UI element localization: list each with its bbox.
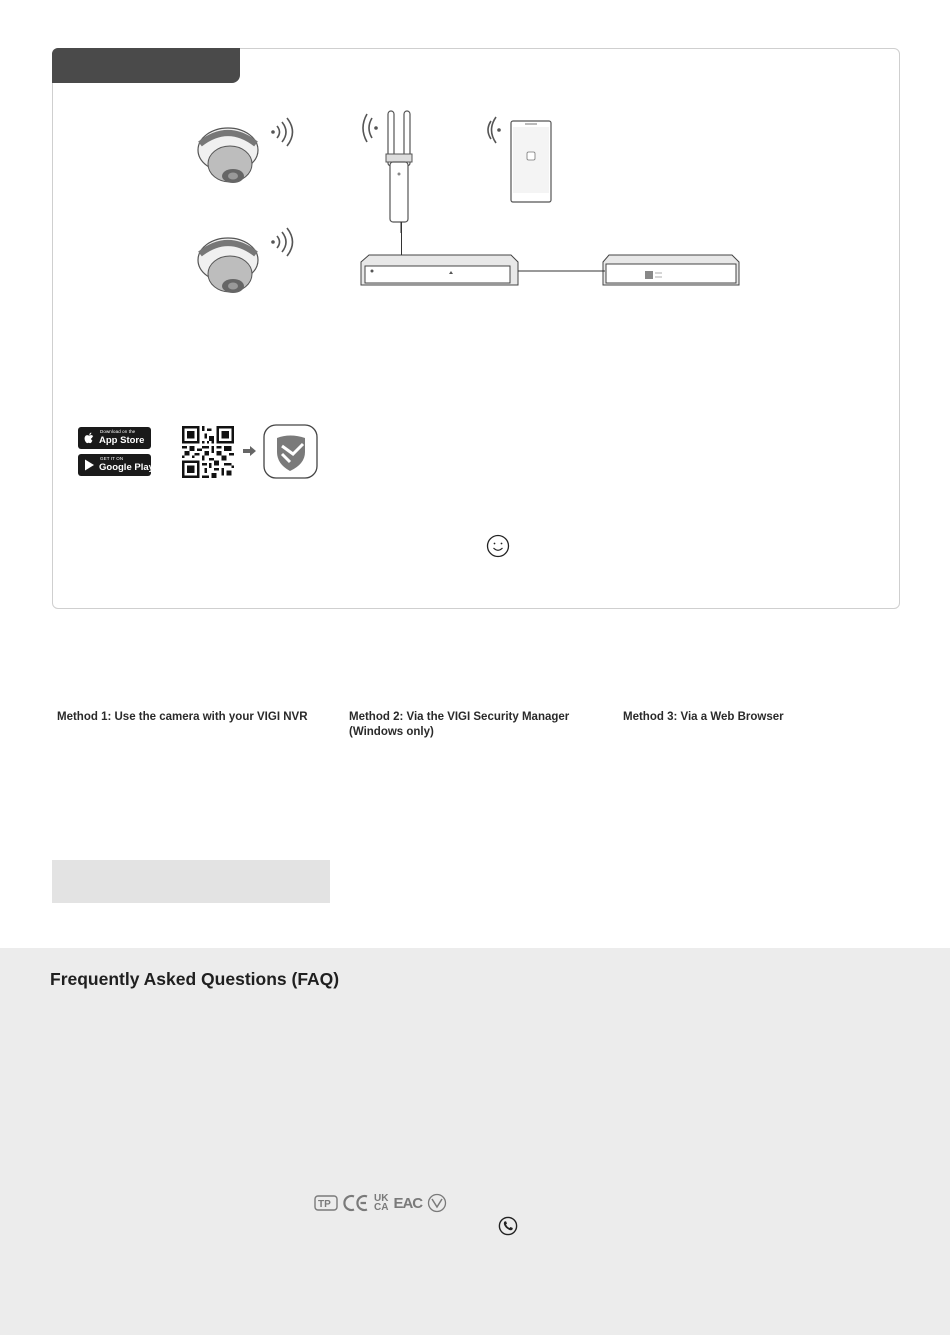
google-play-small-text: GET IT ON [100, 456, 124, 461]
network-cables [400, 222, 605, 272]
method-2-heading-line1: Method 2: Via the VIGI Security Manager [349, 711, 570, 723]
svg-text:TP: TP [318, 1199, 331, 1210]
app-store-small-text: Download on the [100, 429, 136, 434]
app-store-label: App Store [99, 435, 145, 446]
panel-tab-header [52, 48, 240, 83]
eac-mark-icon: EAC [393, 1194, 423, 1212]
method-1-heading: Method 1: Use the camera with your VIGI NVR [57, 711, 308, 723]
access-point-icon [358, 108, 418, 233]
note-box [52, 860, 330, 903]
method-3-heading: Method 3: Via a Web Browser [623, 711, 784, 723]
arrow-right-icon [243, 446, 257, 456]
setup-panel [52, 48, 900, 609]
recycle-mark-icon [427, 1193, 447, 1213]
method-2-heading [349, 710, 569, 740]
tp-mark-icon [314, 1195, 338, 1211]
google-play-label: Google Play [99, 462, 154, 473]
method-2-heading-line2: (Windows only) [349, 726, 434, 738]
camera-2-icon [190, 222, 300, 302]
faq-section [0, 948, 950, 1335]
app-store-badge[interactable] [78, 427, 151, 449]
apple-icon [83, 431, 96, 445]
ukca-mark-ca: CA [374, 1202, 389, 1213]
ukca-mark-icon [374, 1194, 388, 1212]
smiley-icon [486, 534, 510, 558]
ukca-mark-uk: UK [374, 1193, 389, 1204]
nvr-icon [602, 254, 740, 286]
vigi-app-icon[interactable] [263, 424, 318, 479]
camera-1-icon [190, 112, 300, 192]
faq-title: Frequently Asked Questions (FAQ) [50, 969, 340, 989]
google-play-icon [83, 458, 96, 472]
qr-code-icon[interactable] [182, 426, 234, 478]
ce-mark-icon [343, 1194, 369, 1212]
phone-icon [498, 1216, 518, 1236]
certification-marks [314, 1192, 447, 1214]
google-play-badge[interactable] [78, 454, 154, 476]
smartphone-icon [483, 115, 555, 207]
